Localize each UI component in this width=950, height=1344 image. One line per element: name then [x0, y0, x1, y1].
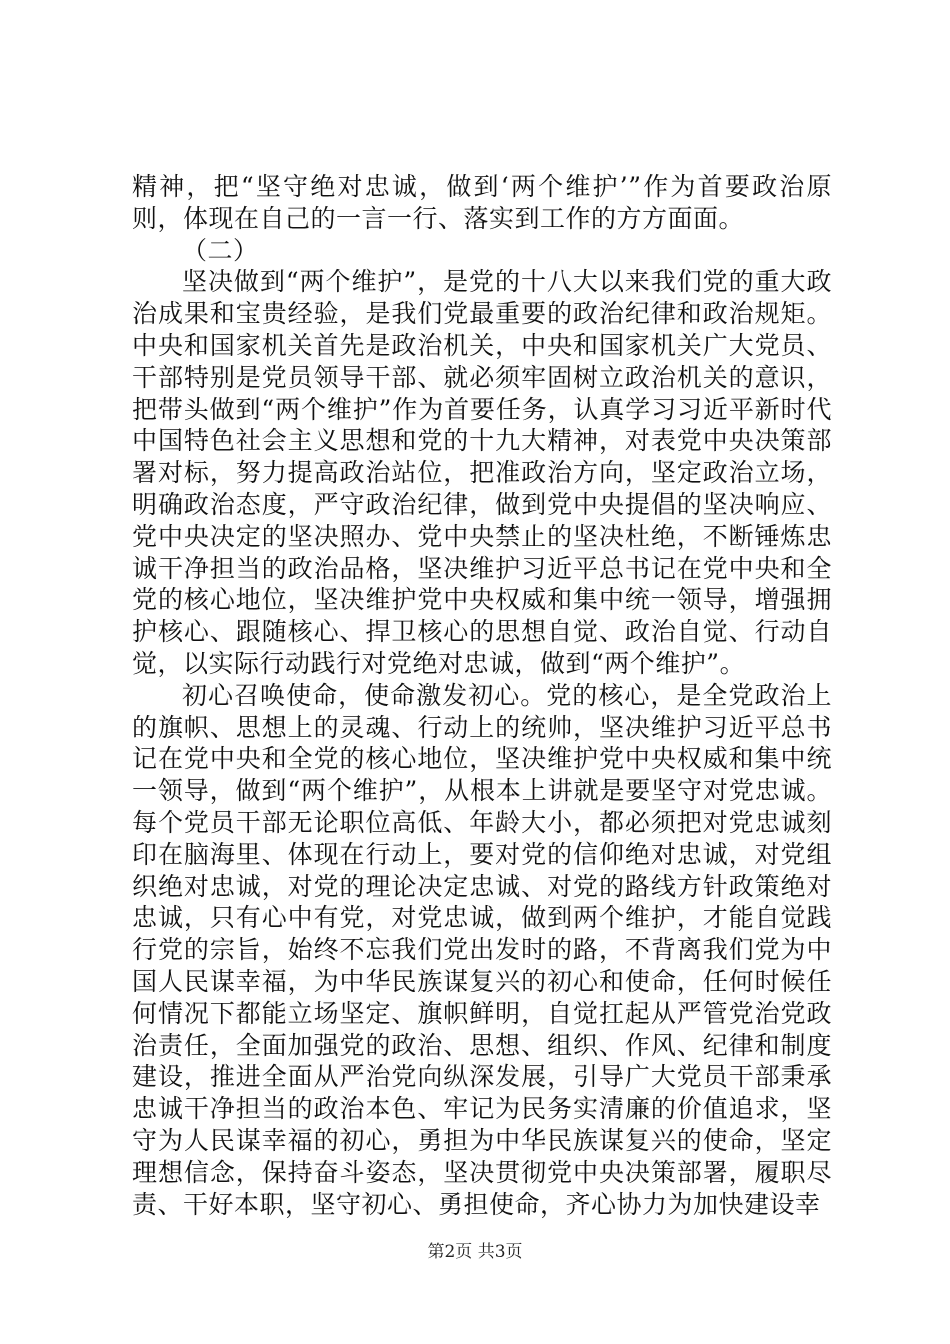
paragraph: 初心召唤使命，使命激发初心。党的核心，是全党政治上的旗帜、思想上的灵魂、行动上的统帅，坚决维护习近平总书记在党中央和全党的核心地位，坚决维护党中央权威和集中统一领导，做到“两个维护”，从根本上讲就是要坚守对党忠诚。每个党员干部无论职位高低、年龄大小，都必须把对党忠诚刻印在脑海里、体现在行动上，要对党的信仰绝对忠诚，对党组织绝对忠诚，对党的理论决定忠诚、对党的路线方针政策绝对忠诚，只有心中有党，对党忠诚，做到两个维护，才能自觉践行党的宗旨，始终不忘我们党出发时的路，不背离我们党为中国人民谋幸福，为中华民族谋复兴的初心和使命，任何时候任何情况下都能立场坚定、旗帜鲜明，自觉扛起从严管党治党政治责任，全面加强党的政治、思想、组织、作风、纪律和制度建设，推进全面从严治党向纵深发展，引导广大党员干部秉承忠诚干净担当的政治本色、牢记为民务实清廉的价值追求，坚守为人民谋幸福的初心，勇担为中华民族谋复兴的使命，坚定理想信念，保持奋斗姿态，坚决贯彻党中央决策部署，履职尽责、干好本职，坚守初心、勇担使命，齐心协力为加快建设幸	[132, 680, 832, 1219]
document-body	[132, 171, 832, 1220]
paragraph: 坚决做到“两个维护”，是党的十八大以来我们党的重大政治成果和宝贵经验，是我们党最重要的政治纪律和政治规矩。中央和国家机关首先是政治机关，中央和国家机关广大党员、干部特别是党员领导干部、就必须牢固树立政治机关的意识，把带头做到“两个维护”作为首要任务，认真学习习近平新时代中国特色社会主义思想和党的十九大精神，对表党中央决策部署对标，努力提高政治站位，把准政治方向，坚定政治立场，明确政治态度，严守政治纪律，做到党中央提倡的坚决响应、党中央决定的坚决照办、党中央禁止的坚决杜绝，不断锤炼忠诚干净担当的政治品格，坚决维护习近平总书记在党中央和全党的核心地位，坚决维护党中央权威和集中统一领导，增强拥护核心、跟随核心、捍卫核心的思想自觉、政治自觉、行动自觉，以实际行动践行对党绝对忠诚，做到“两个维护”。	[132, 267, 832, 678]
paragraph-continuation: 精神，把“坚守绝对忠诚，做到‘两个维护’”作为首要政治原则，体现在自己的一言一行、落实到工作的方方面面。	[132, 172, 832, 233]
section-heading: （二）	[182, 235, 259, 265]
page-number-footer: 第2页 共3页	[427, 1242, 523, 1262]
